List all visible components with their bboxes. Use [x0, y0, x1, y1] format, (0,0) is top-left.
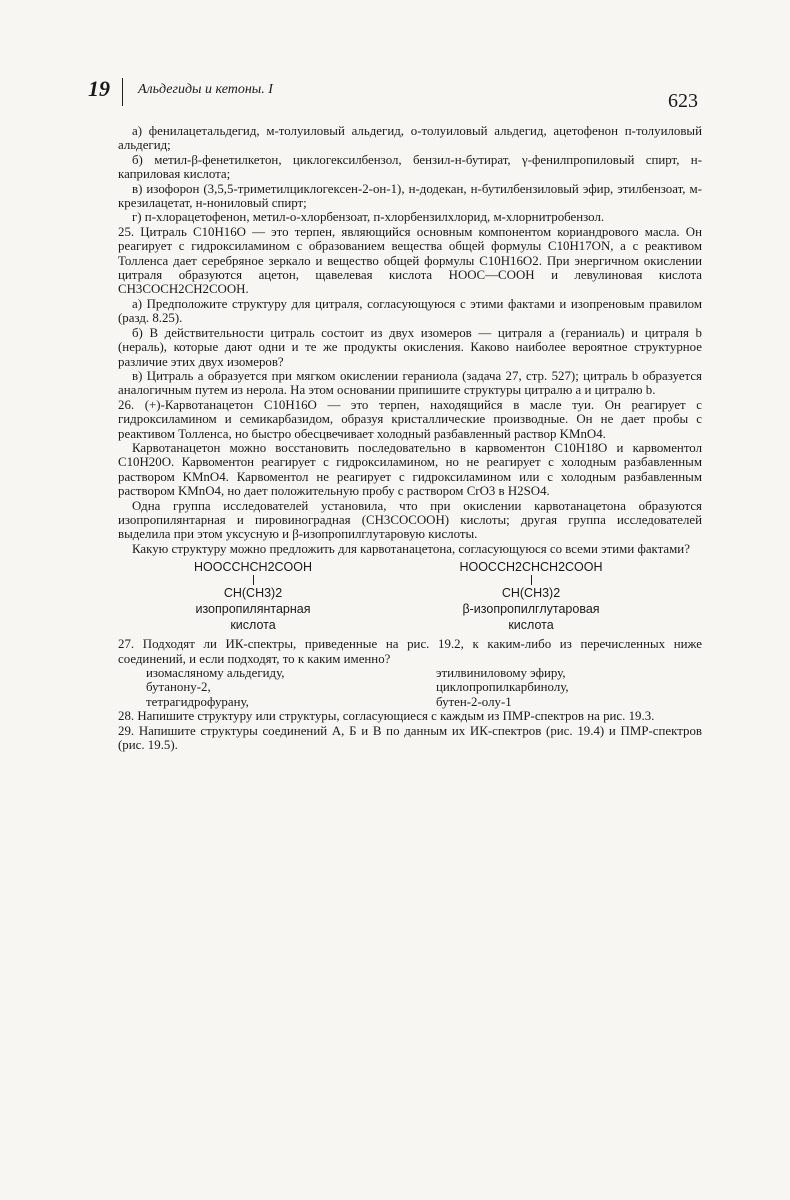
- bond-line: [531, 575, 532, 585]
- page-body: [118, 124, 702, 752]
- structural-formulas: [118, 559, 702, 637]
- header-divider: [122, 78, 123, 106]
- problem-29: 29. Напишите структуры соединений А, Б и В по данным их ИК-спектров (рис. 19.4) и ПМР-спектров (рис. 19.5).: [118, 723, 702, 753]
- problem-26-question: Какую структуру можно предложить для карвотанацетона, согласующуюся со всеми этими фактами?: [132, 541, 690, 556]
- list-item: бутанону-2,: [146, 680, 211, 695]
- formula-main-chain: HOOCCH2CHCH2COOH: [459, 560, 603, 575]
- list-item: этилвиниловому эфиру,: [436, 666, 566, 680]
- problem-25b: б) В действительности цитраль состоит из двух изомеров — цитраля a (гераниаль) и цитраля b (нераль), которые дают одни и те же продукты окисления. Каково наиболее вероятное структурное различие этих двух изомеров?: [118, 325, 702, 369]
- formula-name-suffix: кислота: [508, 618, 554, 633]
- page-number: 623: [668, 90, 698, 112]
- problem-28: 28. Напишите структуру или структуры, согласующиеся с каждым из ПМР-спектров на рис. 19.3.: [118, 709, 655, 724]
- bond-line: [253, 575, 254, 585]
- list-item: бутен-2-олу-1: [436, 694, 512, 709]
- paragraph-v: в) изофорон (3,5,5-триметилциклогексен-2-он-1), н-додекан, н-бутилбензиловый эфир, этилбензоат, м-крезилацетат, н-нониловый спирт;: [118, 181, 702, 211]
- list-item: изомасляному альдегиду,: [146, 666, 285, 680]
- problem-26: 26. (+)-Карвотанацетон C10H16O — это терпен, находящийся в масле туи. Он реагирует с гидроксиламином и семикарбазидом, образуя кристаллические производные. Он не дает пробы с реактивом Толленса, но быстро обесцвечивает холодный разбавленный раствор KMnO4.: [118, 397, 702, 441]
- problem-25: 25. Цитраль C10H16O — это терпен, являющийся основным компонентом кориандрового масла. Он реагирует с гидроксиламином с образованием вещества общей формулы C10H17ON, а с реактивом Толленса дает серебряное зеркало и вещество общей формулы C10H16O2. При энергичном окислении цитраля образуются ацетон, щавелевая кислота HOOC—COOH и левулиновая кислота CH3COCH2CH2COOH.: [118, 224, 702, 297]
- list-item: циклопропилкарбинолу,: [436, 680, 569, 695]
- formula-name-suffix: кислота: [230, 618, 276, 633]
- page-header: [88, 76, 708, 116]
- formula-name: β-изопропилглутаровая: [462, 602, 600, 617]
- isopropylsuccinic-acid-formula: [178, 559, 328, 633]
- formula-main-chain: HOOCCHCH2COOH: [193, 560, 313, 575]
- problem-26-oxidation: Одна группа исследователей установила, что при окислении карвотанацетона образуются изопропилянтарная и пировиноградная (CH3COCOOH) кислоты; другая группа исследователей выделила при этом уксусную и β-изопропилглутаровую кислоты.: [118, 498, 702, 542]
- paragraph-a: а) фенилацетальдегид, м-толуиловый альдегид, о-толуиловый альдегид, ацетофенон п-толуиловый альдегид;: [118, 124, 702, 153]
- problem-25v: в) Цитраль a образуется при мягком окислении гераниола (задача 27, стр. 527); цитраль b образуется аналогичным путем из нерола. На этом основании припишите структуры цитралю a и цитралю b.: [118, 368, 702, 398]
- problem-25a: а) Предположите структуру для цитраля, согласующуюся с этими фактами и изопреновым правилом (разд. 8.25).: [118, 296, 702, 326]
- chapter-number: 19: [88, 76, 110, 101]
- paragraph-b: б) метил-β-фенетилкетон, циклогексилбензол, бензил-н-бутират, γ-фенилпропиловый спирт, н-каприловая кислота;: [118, 152, 702, 182]
- isopropylglutaric-acid-formula: [436, 559, 626, 633]
- formula-name: изопропилянтарная: [195, 602, 311, 617]
- list-item: тетрагидрофурану,: [146, 694, 249, 709]
- running-title: Альдегиды и кетоны. I: [138, 82, 273, 97]
- formula-substituent: CH(CH3)2: [223, 586, 283, 601]
- paragraph-g: г) п-хлорацетофенон, метил-о-хлорбензоат, п-хлорбензилхлорид, м-хлорнитробензол.: [132, 210, 605, 225]
- problem-26-reduction: Карвотанацетон можно восстановить последовательно в карвоментон C10H18O и карвоментол C10H20O. Карвоментон реагирует с гидроксиламином, но не реагирует с холодным разбавленным раствором KMnO4. Карвоментол не реагирует с гидроксиламином или с холодным разбавленным раствором KMnO4, но дает положительную пробу с раствором CrO3 в H2SO4.: [118, 440, 702, 499]
- problem-27: 27. Подходят ли ИК-спектры, приведенные на рис. 19.2, к каким-либо из перечисленных ниже соединений, и если подходят, то к каким именно?: [118, 637, 702, 666]
- compound-options: [146, 666, 702, 709]
- formula-substituent: CH(CH3)2: [501, 586, 561, 601]
